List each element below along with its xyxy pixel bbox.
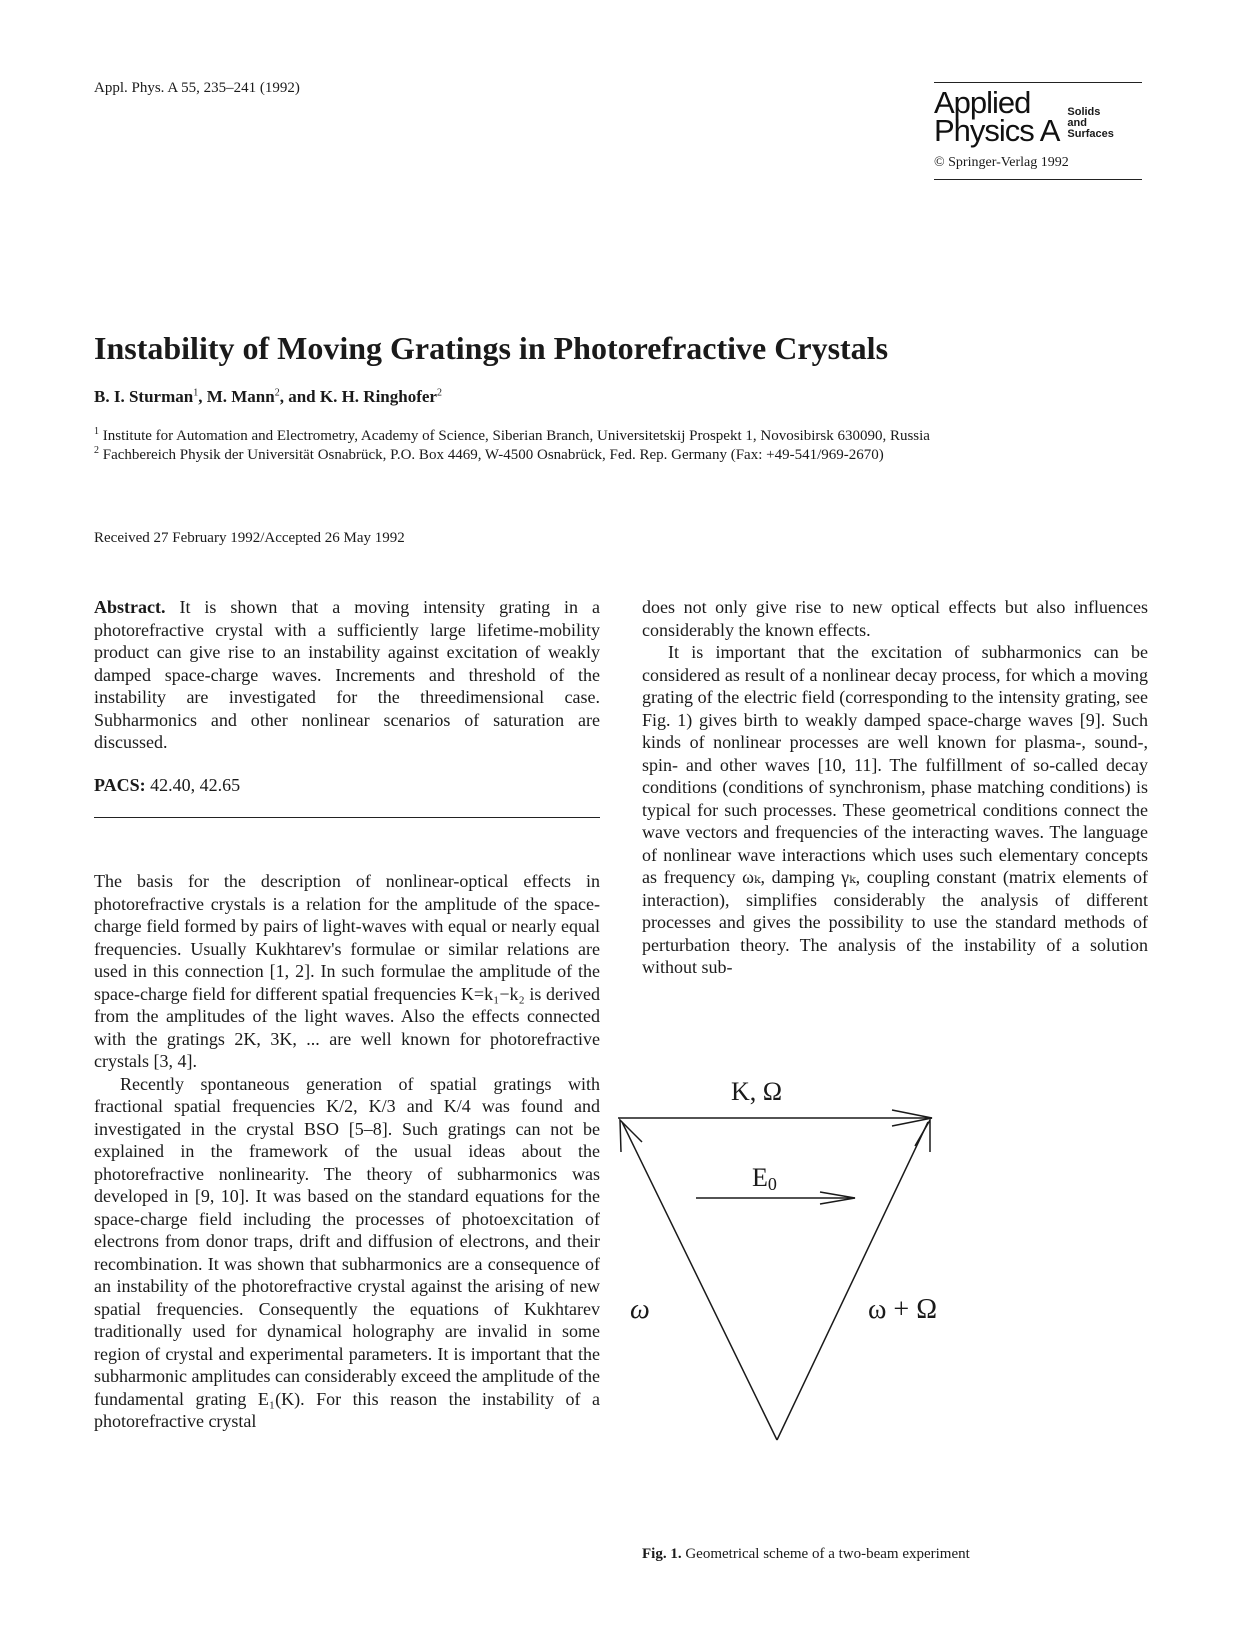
left-column	[94, 596, 600, 1433]
masthead-bottom-rule	[934, 179, 1142, 180]
figure-caption	[642, 1546, 970, 1563]
journal-section-line: Surfaces	[1067, 128, 1114, 140]
right-column	[642, 596, 1148, 979]
body-paragraph: The basis for the description of nonlinear-optical effects in photorefractive crystals is a relation for the amplitude of the space-charge field formed by pairs of light-waves with equal or nearly equal frequencies. Usually Kukhtarev's formulae or similar relations are used in this connection [1, 2]. In such formulae the amplitude of the space-charge field for different spatial frequencies K=k₁−k₂ is derived from the amplitudes of the light waves. Also the effects connected with the gratings 2K, 3K, ... are well known for photorefractive crystals [3, 4].	[94, 871, 600, 1071]
figure-1-diagram	[630, 1077, 1100, 1550]
paper-title: Instability of Moving Gratings in Photorefractive Crystals	[94, 330, 889, 366]
field-label: E0	[752, 1163, 777, 1194]
body-paragraph: Recently spontaneous generation of spatial gratings with fractional spatial frequencies K/2, K/3 and K/4 was found and investigated in the crystal BSO [5–8]. Such gratings can not be explained in the framework of the usual ideas about the photorefractive nonlinearity. The theory of subharmonics was developed in [9, 10]. It was based on the standard equations for the space-charge field including the processes of photoexcitation of electrons from donor traps, drift and diffusion of electrons, and their recombination. It was shown that subharmonics are a consequence of an instability of the photorefractive crystal against the arising of new spatial frequencies. Consequently the equations of Kukhtarev traditionally used for dynamical holography are invalid in some region of crystal and experimental parameters. It is important that the subharmonic amplitudes can considerably exceed the amplitude of the fundamental grating E₁(K). For this reason the instability of a photorefractive crystal	[94, 1073, 600, 1431]
affiliation-text: Fachbereich Physik der Universität Osnabrück, P.O. Box 4469, W-4500 Osnabrück, Fed. Rep. Germany (Fax: +49-541/969-2670)	[102, 447, 884, 463]
journal-logo-line2: Physics A	[934, 113, 1060, 148]
caption-text: Geometrical scheme of a two-beam experiment	[685, 1546, 970, 1562]
right-frequency-label: ω + Ω	[868, 1294, 938, 1325]
affiliation	[94, 446, 994, 465]
caption-label: Fig. 1.	[642, 1546, 682, 1562]
author-list	[94, 387, 442, 407]
abstract-label: Abstract.	[94, 597, 166, 617]
journal-section	[1067, 107, 1113, 140]
abstract	[94, 596, 600, 754]
abstract-text: It is shown that a moving intensity grating in a photorefractive crystal with a sufficiently large lifetime-mobility product can give rise to an instability against excitation of weakly damped space-charge waves. Increments and threshold of the instability are investigated for the threedimensional case. Subharmonics and other nonlinear scenarios of saturation are discussed.	[94, 597, 601, 752]
pacs-codes: 42.40, 42.65	[150, 774, 241, 795]
affiliations	[94, 427, 994, 465]
author-name: M. Mann	[206, 387, 275, 406]
affiliation-mark: 2	[94, 445, 99, 456]
triangle-right-edge	[777, 1122, 928, 1440]
wavevector-label: K, Ω	[731, 1077, 783, 1106]
pacs	[94, 774, 600, 797]
journal-masthead	[934, 82, 1144, 180]
journal-logo	[934, 85, 1060, 148]
body-paragraph: does not only give rise to new optical effects but also influences considerably the known effects.	[642, 597, 1148, 640]
pacs-label: PACS:	[94, 774, 146, 795]
affiliation	[94, 427, 994, 446]
author-name: B. I. Sturman	[94, 387, 194, 406]
journal-logo-line1: Applied	[934, 85, 1031, 120]
journal-citation: Appl. Phys. A 55, 235–241 (1992)	[94, 80, 300, 96]
affiliation-mark: 1	[94, 426, 99, 437]
received-dates: Received 27 February 1992/Accepted 26 May 1992	[94, 530, 405, 546]
author-separator: ,	[198, 387, 207, 406]
author-separator: , and	[279, 387, 320, 406]
left-frequency-label: ω	[630, 1294, 650, 1325]
author-affil-mark: 1	[193, 387, 199, 399]
copyright: © Springer-Verlag 1992	[934, 155, 1069, 170]
abstract-separator	[94, 817, 600, 818]
affiliation-text: Institute for Automation and Electrometry, Academy of Science, Siberian Branch, Universitetskij Prospekt 1, Novosibirsk 630090, Russia	[102, 428, 930, 444]
masthead-top-rule	[934, 82, 1142, 83]
author-affil-mark: 2	[436, 387, 442, 399]
author-affil-mark: 2	[274, 387, 280, 399]
journal-section-line: Solids	[1067, 106, 1101, 118]
body-paragraph: It is important that the excitation of subharmonics can be considered as result of a nonlinear decay process, for which a moving grating of the electric field (corresponding to the intensity grating, see Fig. 1) gives birth to weakly damped space-charge waves [9]. Such kinds of nonlinear processes are well known for plasma-, sound-, spin- and other waves [10, 11]. The fulfillment of so-called decay conditions (conditions of synchronism, phase matching conditions) is typical for such processes. These geometrical conditions connect the wave vectors and frequencies of the interacting waves. The language of nonlinear wave interactions which uses such elementary concepts as frequency ωₖ, damping γₖ, coupling constant (matrix elements of interaction), simplifies considerably the analysis of different processes and gives the possibility to use the standard methods of perturbation theory. The analysis of the instability of a solution without sub-	[642, 642, 1148, 977]
arrowhead-right	[915, 1120, 930, 1152]
author-name: K. H. Ringhofer	[319, 387, 437, 406]
journal-section-line: and	[1067, 117, 1087, 129]
